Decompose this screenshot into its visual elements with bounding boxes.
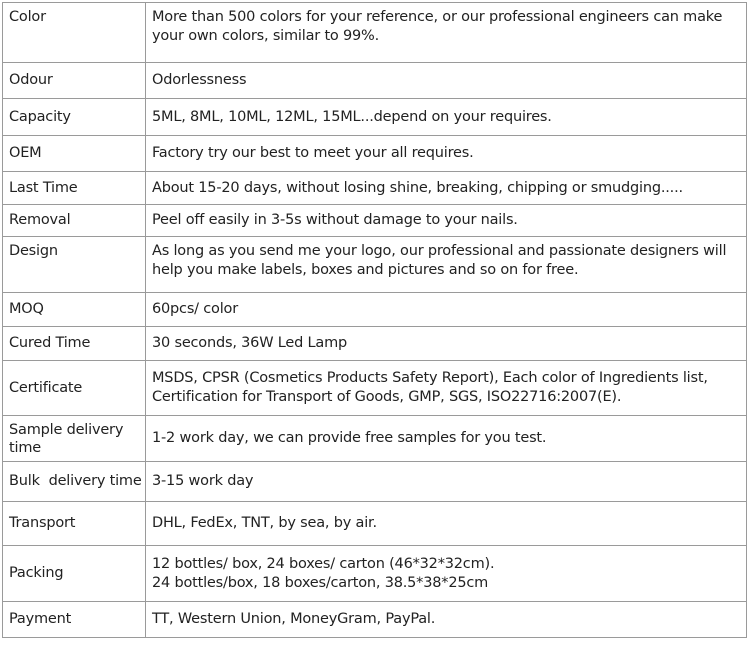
row-label: Packing — [3, 546, 146, 602]
row-label: Design — [3, 237, 146, 293]
row-value: MSDS, CPSR (Cosmetics Products Safety Report), Each color of Ingredients list, Certification for Transport of Goods, GMP, SGS, ISO22716:2007(E). — [146, 361, 747, 416]
table-row — [3, 416, 747, 462]
row-label: OEM — [3, 136, 146, 172]
row-value: 3-15 work day — [146, 462, 747, 502]
row-value: TT, Western Union, MoneyGram, PayPal. — [146, 602, 747, 638]
row-value: Factory try our best to meet your all requires. — [146, 136, 747, 172]
table-row — [3, 327, 747, 361]
row-label: Sample delivery time — [3, 416, 146, 462]
table-row — [3, 546, 747, 602]
row-label: Transport — [3, 502, 146, 546]
table-row — [3, 237, 747, 293]
row-value: 60pcs/ color — [146, 293, 747, 327]
row-label: Color — [3, 3, 146, 63]
row-value: Peel off easily in 3-5s without damage to your nails. — [146, 205, 747, 237]
table-row — [3, 172, 747, 205]
table-row — [3, 136, 747, 172]
table-row — [3, 99, 747, 136]
packing-line-1: 12 bottles/ box, 24 boxes/ carton (46*32*32cm). — [152, 555, 495, 572]
table-row — [3, 462, 747, 502]
row-value: 30 seconds, 36W Led Lamp — [146, 327, 747, 361]
table-row — [3, 63, 747, 99]
table-row — [3, 293, 747, 327]
row-label: Payment — [3, 602, 146, 638]
table-row — [3, 502, 747, 546]
row-value: 1-2 work day, we can provide free samples for you test. — [146, 416, 747, 462]
row-value: 5ML, 8ML, 10ML, 12ML, 15ML...depend on your requires. — [146, 99, 747, 136]
row-value: About 15-20 days, without losing shine, breaking, chipping or smudging..... — [146, 172, 747, 205]
row-label: Odour — [3, 63, 146, 99]
row-value: As long as you send me your logo, our professional and passionate designers will help you make labels, boxes and pictures and so on for free. — [146, 237, 747, 293]
row-label: Last Time — [3, 172, 146, 205]
row-label: MOQ — [3, 293, 146, 327]
row-value — [146, 546, 747, 602]
packing-line-2: 24 bottles/box, 18 boxes/carton, 38.5*38*25cm — [152, 574, 489, 591]
product-spec-table — [2, 2, 747, 638]
table-row — [3, 3, 747, 63]
row-label: Certificate — [3, 361, 146, 416]
table-row — [3, 602, 747, 638]
row-label: Cured Time — [3, 327, 146, 361]
table-row — [3, 361, 747, 416]
row-value: Odorlessness — [146, 63, 747, 99]
row-label: Bulk delivery time — [3, 462, 146, 502]
row-value: More than 500 colors for your reference, or our professional engineers can make your own colors, similar to 99%. — [146, 3, 747, 63]
row-value: DHL, FedEx, TNT, by sea, by air. — [146, 502, 747, 546]
row-label: Removal — [3, 205, 146, 237]
table-row — [3, 205, 747, 237]
row-label: Capacity — [3, 99, 146, 136]
